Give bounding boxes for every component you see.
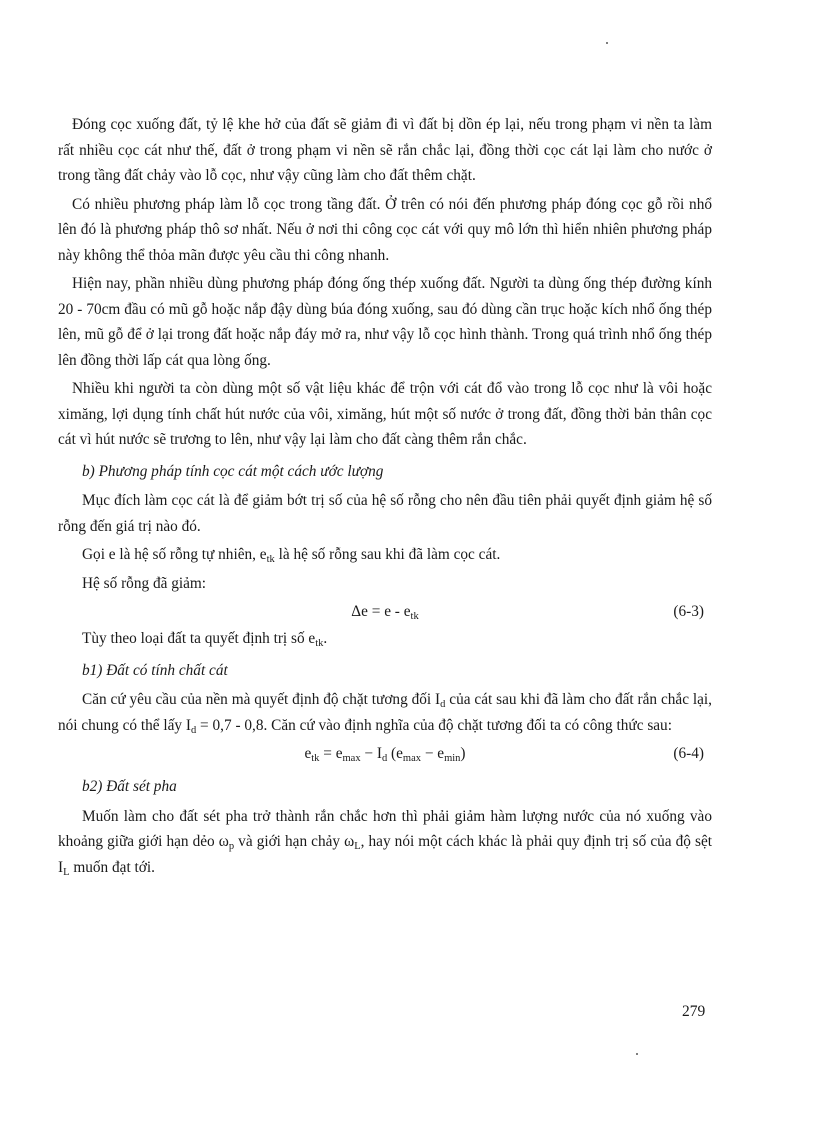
page-number: 279 (682, 1003, 706, 1020)
paragraph: Đóng cọc xuống đất, tỷ lệ khe hở của đất sẽ giảm đi vì đất bị dồn ép lại, nếu trong phạm vi nền ta làm rất nhiều cọc cát như thế, đất ở trong phạm vi nền sẽ rắn chắc lại, đồng thời cọc cát lại làm cho nước ở trong tầng đất chảy vào lỗ cọc, như vậy cũng làm cho đất thêm chặt. (58, 116, 712, 184)
paragraph: Gọi e là hệ số rỗng tự nhiên, $e_{tk}$ là hệ số rỗng sau khi đã làm cọc cát. (82, 546, 501, 565)
paragraph: Hệ số rỗng đã giảm: (82, 574, 207, 592)
page-body (58, 112, 712, 883)
subsection-heading: b2) Đất sét pha (82, 778, 177, 795)
paragraph: Nhiều khi người ta còn dùng một số vật liệu khác để trộn với cát đổ vào trong lỗ cọc như là vôi hoặc ximăng, lợi dụng tính chất hút nước của vôi, ximăng, hút một số nước ở trong đất, đồng thời bản thân cọc cát vì hút nước sẽ trương to lên, như vậy lại làm cho đất càng thêm rắn chắc. (58, 380, 712, 448)
equation-6-3 (58, 599, 712, 626)
section-heading: b) Phương pháp tính cọc cát một cách ước lượng (82, 462, 384, 480)
equation-number: (6-4) (673, 745, 704, 762)
equation-number: (6-3) (673, 603, 704, 620)
subsection-heading: b1) Đất có tính chất cát (82, 661, 228, 679)
equation-body: $\Delta e = e - e_{tk}$ (351, 603, 419, 622)
paragraph: Hiện nay, phần nhiều dùng phương pháp đóng ống thép xuống đất. Người ta dùng ống thép đường kính 20 - 70cm đầu có mũ gỗ hoặc nắp đậy dùng búa đóng xuống, sau đó dùng cần trục hoặc kích nhổ ống thép lên, mũ gỗ để ở lại trong đất hoặc nắp đáy mở ra, như vậy lỗ cọc hình thành. Trong quá trình nhổ ống thép lên đồng thời lấp cát qua lòng ống. (58, 275, 712, 369)
scan-speck (606, 42, 608, 44)
equation-body: $e_{tk} = e_{max} - I_d$ $(e_{max} - e_{min})$ (304, 745, 466, 764)
paragraph: Căn cứ yêu cầu của nền mà quyết định độ chặt tương đối $I_d$ của cát sau khi đã làm cho đất rắn chắc lại, nói chung có thể lấy $I_d = 0,7 - 0,8$. Căn cứ vào định nghĩa của độ chặt tương đối ta có công thức sau: (58, 691, 712, 736)
equation-6-4 (58, 741, 712, 768)
paragraph: Mục đích làm cọc cát là để giảm bớt trị số của hệ số rỗng cho nên đầu tiên phải quyết định giảm hệ số rỗng đến giá trị nào đó. (58, 492, 712, 535)
scan-speck (636, 1053, 638, 1055)
paragraph: Muốn làm cho đất sét pha trở thành rắn chắc hơn thì phải giảm hàm lượng nước của nó xuống vào khoảng giữa giới hạn dẻo $\omega_p$ và giới hạn chảy $\omega_L$, hay nói một cách khác là phải quy định trị số của độ sệt $I_L$ muốn đạt tới. (58, 807, 712, 878)
paragraph: Có nhiều phương pháp làm lỗ cọc trong tầng đất. Ở trên có nói đến phương pháp đóng cọc gỗ rồi nhổ lên đó là phương pháp thô sơ nhất. Nếu ở nơi thi công cọc cát với quy mô lớn thì hiển nhiên phương pháp này không thể thỏa mãn được yêu cầu thi công nhanh. (58, 195, 712, 264)
paragraph: Tùy theo loại đất ta quyết định trị số $e_{tk}$. (82, 630, 328, 649)
